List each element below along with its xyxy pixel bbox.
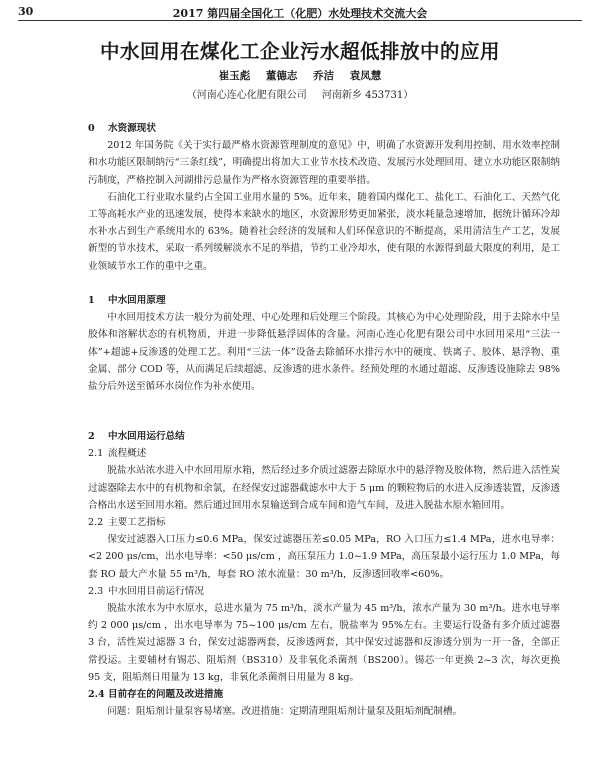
page-number: 30 xyxy=(18,5,34,18)
section-heading xyxy=(88,120,560,137)
author: 董德志 xyxy=(265,70,298,82)
section-1 xyxy=(88,292,560,395)
section-title: 水资源现状 xyxy=(108,123,156,134)
subsection-title: 主要工艺指标 xyxy=(108,517,166,529)
subsection-number: 2.4 xyxy=(88,689,105,701)
paragraph: 脱盐水站浓水进入中水回用原水箱，然后经过多介质过滤器去除原水中的悬浮物及胶体物，然后进入活性炭过滤器除去水中的有机物和余氯，在经保安过滤器截滤水中大于 5 μm 的颗粒物后的水进入反渗透装置，反渗透合格出水送至回用水箱。然后通过回用水泵输送到合成车间和造气车间，及进入脱盐水原水箱回用。 xyxy=(88,465,560,511)
paragraph: 石油化工行业取水量约占全国工业用水量的 5%。近年来，随着国内煤化工、盐化工、石油化工、天然气化工等高耗水产业的迅速发展，使得本来缺水的地区，水资源形势更加紧张，淡水耗量急速增加，据统计循环冷却水补水占到生产系统用水的 63%。随着社会经济的发展和人们环保意识的不断提高，采用清洁生产工艺，发展新型的节水技术，采取一系列缓解淡水不足的举措，节约工业冷却水，使有限的水源得到最大限度的利用，是工业领域节水工作的重中之重。 xyxy=(88,191,560,272)
subsection-number: 2.1 xyxy=(88,448,104,460)
section-heading xyxy=(88,428,560,445)
paper-title: 中水回用在煤化工企业污水超低排放中的应用 xyxy=(99,40,500,63)
subsection-title: 流程概述 xyxy=(108,448,147,460)
subsection-number: 2.3 xyxy=(88,585,104,597)
section-heading xyxy=(88,292,560,309)
paragraph: 脱盐水浓水为中水原水，总进水量为 75 m³/h，淡水产量为 45 m³/h，浓水产量为 30 m³/h。进水电导率约 2 000 μs/cm ，出水电导率为 75~100 μs/cm 左右，脱盐率为 95%左右。主要运行设备有多介质过滤器 3 台，活性炭过滤器 3 台，保安过滤器两套，反渗透两套，其中保安过滤器和反渗透分别为一开一备，全部正常投运。主要辅材有锡芯、阻垢剂（BS310）及非氧化杀菌剂（BS200）。锡芯一年更换 2~3 次，每次更换 95 支，阻垢剂日用量为 13 kg，非氧化杀菌剂日用量为 8 kg。 xyxy=(88,603,560,683)
author: 乔洁 xyxy=(313,70,335,82)
subsection-title: 目前存在的问题及改进措施 xyxy=(108,689,224,701)
affiliation xyxy=(0,86,600,101)
subsection-heading xyxy=(88,514,560,531)
author: 崔玉彪 xyxy=(218,70,251,82)
affiliation-location: 河南新乡 453731） xyxy=(321,90,414,101)
author-list xyxy=(0,68,600,83)
paragraph: 中水回用技术方法一般分为前处理、中心处理和后处理三个阶段。其核心为中心处理阶段，用于去除水中呈胶体和溶解状态的有机物质，并进一步降低悬浮固体的含量。河南心连心化肥有限公司中水回用采用“三法一体”+超滤+反渗透的处理工艺。利用“三法一体”设备去除循环水排污水中的硬度、铁离子、胶体、悬浮物、重金属、部分 COD 等，从而满足后续超滤、反渗透的进水条件。经预处理的水通过超滤、反渗透设施除去 98%盐分后外送至循环水岗位作为补水使用。 xyxy=(88,312,560,393)
paragraph: 2012 年国务院《关于实行最严格水资源管理制度的意见》中，明确了水资源开发利用控制、用水效率控制和水功能区限制纳污“三条红线”，明确提出将加大工业节水技术改造、发展污水处理回用、建立水功能区限制纳污制度，严格控制入河湖排污总量作为严格水资源管理的重要举措。 xyxy=(88,140,560,186)
section-0 xyxy=(88,120,560,275)
author: 袁凤慧 xyxy=(349,70,382,82)
affiliation-org: （河南心连心化肥有限公司 xyxy=(186,90,307,101)
subsection-heading xyxy=(88,445,560,462)
page-header xyxy=(0,0,600,20)
section-title: 中水回用原理 xyxy=(108,295,166,306)
section-2 xyxy=(88,428,560,720)
header-rule xyxy=(18,20,582,21)
section-number: 2 xyxy=(88,431,95,442)
subsection-title: 中水回用目前运行情况 xyxy=(108,585,204,597)
subsection-heading xyxy=(88,583,560,600)
subsection-number: 2.2 xyxy=(88,517,104,529)
section-number: 0 xyxy=(88,123,95,134)
subsection-heading xyxy=(88,686,560,703)
section-title: 中水回用运行总结 xyxy=(108,431,185,442)
section-number: 1 xyxy=(88,295,95,306)
paragraph: 问题：阻垢剂计量泵容易堵塞。改进措施：定期清理阻垢剂计量泵及阻垢剂配制槽。 xyxy=(107,706,463,718)
running-title: 2017 第四届全国化工（化肥）水处理技术交流大会 xyxy=(172,7,428,20)
paragraph: 保安过滤器入口压力≤0.6 MPa，保安过滤器压差≤0.05 MPa，RO 入口压力≤1.4 MPa，进水电导率：<2 200 μs/cm，出水电导率：<50 μs/cm ，高压泵压力 1.0~1.9 MPa，高压泵最小运行压力 1.0 MPa，每套 RO 最大产水量 55 m³/h，每套 RO 浓水流量：30 m³/h，反渗透回收率<60%。 xyxy=(88,534,560,580)
